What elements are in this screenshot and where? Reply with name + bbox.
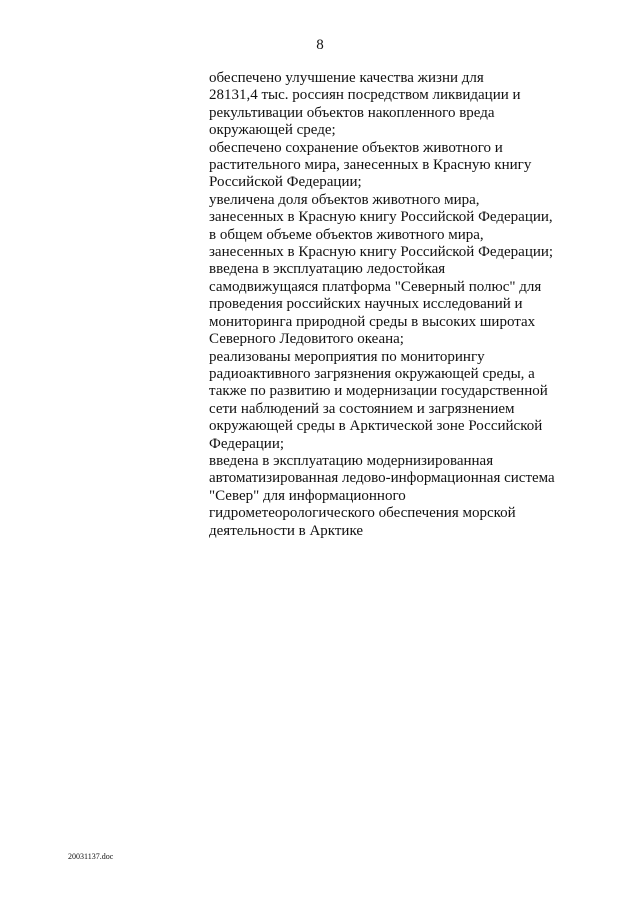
page-number: 8 <box>316 37 324 53</box>
text-line: в общем объеме объектов животного мира, <box>209 226 484 243</box>
text-line: "Север" для информационного <box>209 487 406 504</box>
text-line: также по развитию и модернизации государственной <box>209 383 548 400</box>
text-line: Северного Ледовитого океана; <box>209 331 404 348</box>
text-line: радиоактивного загрязнения окружающей среды, а <box>209 365 535 382</box>
text-line: мониторинга природной среды в высоких широтах <box>209 313 536 330</box>
text-line: деятельности в Арктике <box>209 522 364 539</box>
text-line: занесенных в Красную книгу Российской Федерации, <box>209 209 553 226</box>
text-line: занесенных в Красную книгу Российской Федерации; <box>209 244 554 261</box>
text-line: проведения российских научных исследований и <box>209 296 523 313</box>
text-line: реализованы мероприятия по мониторингу <box>209 348 485 365</box>
text-line: рекультивации объектов накопленного вреда <box>209 104 495 121</box>
text-line: обеспечено сохранение объектов животного и <box>209 139 503 156</box>
footer-filename: 20031137.doc <box>68 852 114 861</box>
text-line: Российской Федерации; <box>209 174 362 191</box>
document-body <box>209 70 589 540</box>
text-line: растительного мира, занесенных в Красную книгу <box>209 157 532 174</box>
text-line: Федерации; <box>209 435 285 452</box>
text-line: 28131,4 тыс. россиян посредством ликвидации и <box>209 87 521 104</box>
text-line: увеличена доля объектов животного мира, <box>209 191 480 208</box>
text-line: сети наблюдений за состоянием и загрязнением <box>209 400 515 417</box>
text-line: обеспечено улучшение качества жизни для <box>209 70 484 86</box>
text-line: автоматизированная ледово-информационная система <box>209 470 555 487</box>
text-line: самодвижущаяся платформа "Северный полюс" для <box>209 278 542 295</box>
text-line: введена в эксплуатацию модернизированная <box>209 452 494 469</box>
text-line: гидрометеорологического обеспечения морской <box>209 505 516 522</box>
text-line: введена в эксплуатацию ледостойкая <box>209 261 446 278</box>
text-line: окружающей среде; <box>209 122 336 139</box>
text-line: окружающей среды в Арктической зоне Российской <box>209 418 543 435</box>
